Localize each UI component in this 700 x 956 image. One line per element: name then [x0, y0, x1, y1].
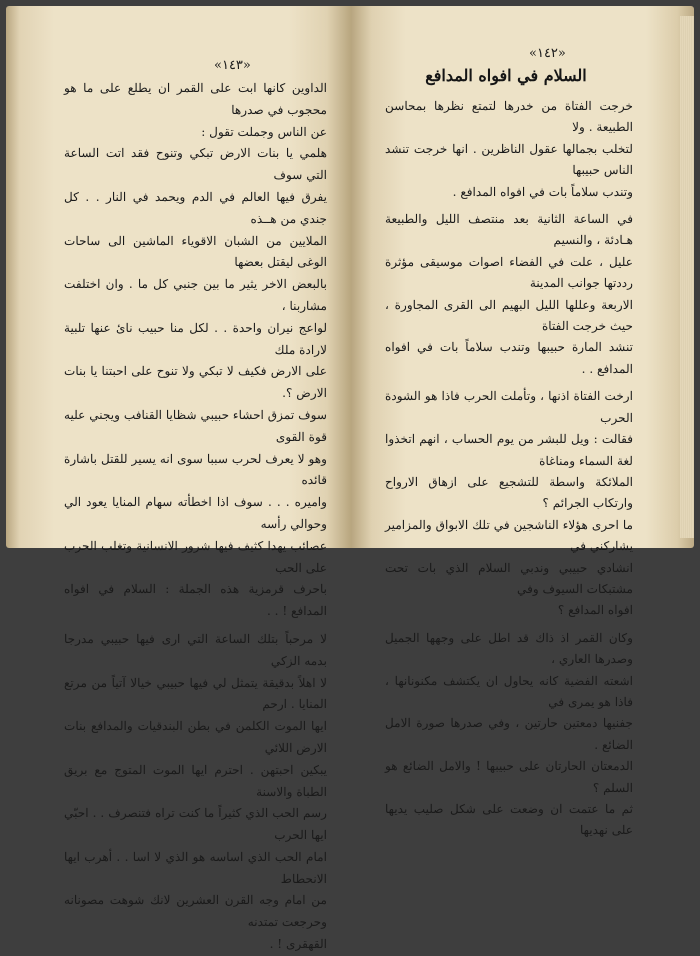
text-line: الملايين من الشبان الاقوياء الماشين الى ساحات الوغى ليقتل بعضها — [64, 233, 327, 270]
text-line: لتخلب بجمالها عقول الناظرين . انها خرجت تنشد الناس حبيبها — [385, 141, 633, 178]
text-line: ثم ما عتمت ان وضعت على شكل صليب يديها على نهديها — [385, 802, 633, 838]
text-line: الدمعتان الحارتان على حبيبها ! والامل الضائع هو السلم ؟ — [385, 759, 633, 795]
text-line: فقالت : ويل للبشر من يوم الحساب ، انهم اتخذوا لغة السماء ومناغاة — [385, 432, 633, 468]
text-line: وهو لا يعرف لحرب سببا سوى انه يسير للقتل باشارة قائده — [64, 451, 327, 488]
text-line: انشادي حبيبي وندبي السلام الذي بات تحت مشتبكات السيوف وفي — [385, 560, 633, 596]
text-line: باحرف قرمزية هذه الجملة : السلام في افواه المدافع ! . . — [64, 582, 327, 619]
chapter-title: السلام في افواه المدافع — [425, 66, 587, 85]
text-line: لا اهلاً بدقيقة يتمثل لي فيها حبيبي خيالا آتياً من مرتع المنايا . ارحم — [64, 675, 327, 712]
text-line: يبكين احبتهن . احترم ايها الموت المتوج مع بريق الطباة والاسنة — [64, 762, 327, 799]
text-line: القهقرى ! . — [269, 937, 327, 952]
text-line: افواه المدافع ؟ — [557, 603, 633, 618]
text-line: ايها الموت الكلمن في بطن البندقيات والمدافع بنات الارض اللائي — [64, 719, 327, 755]
text-line: جفنيها دمعتين حارتين ، وفي صدرها صورة الامل الضائع . — [385, 716, 633, 752]
text-line: سوف تمزق احشاء حبيبي شظايا القنافب ويجني عليه قوة القوى — [64, 407, 327, 444]
text-line: عن الناس وجملت تقول : — [201, 124, 327, 139]
text-line: على الارض فكيف لا تبكي ولا تنوح على احبتنا يا بنات الارض ؟. — [64, 364, 327, 401]
text-line: هلمي يا بنات الارض تبكي وتنوح فقد اتت الساعة التي سوف — [64, 146, 327, 183]
text-line: الملائكة واسطة للتشجيع على ازهاق الارواح وارتكاب الجرائم ؟ — [385, 474, 633, 511]
left-page-body — [64, 78, 327, 956]
text-line: لواعج نيران واحدة . . لكل منا حبيب نائ عنها تلبية لارادة ملك — [64, 320, 327, 357]
text-line: واميره . . . سوف اذا اخطأته سهام المنايا يعود الي وحوالي رأسه — [64, 495, 327, 531]
right-page-number: «١٤٢» — [529, 46, 566, 61]
text-line: من امام وجه القرن العشرين لانك شوهت مصونانه وحرجعت تمتدنه — [64, 893, 327, 930]
text-line: وتندب سلاماً بات في افواه المدافع . — [452, 184, 633, 199]
text-line: يفرق فيها العالم في الدم ويحمد في النار . . كل جندي من هــذه — [64, 189, 327, 226]
page-edges — [680, 16, 694, 538]
right-page-body — [385, 96, 633, 842]
text-line: عصائب يهدا كثيف فيها شرور الانسانية وتغلب الحرب على الحب — [64, 538, 327, 575]
text-line: عليل ، علت في الفضاء اصوات موسيقى مؤثرة رددتها جوانب المدينة — [385, 254, 633, 291]
text-line: لا مرحباً بتلك الساعة التي ارى فيها حبيبي مدرجا بدمه الزكي — [64, 631, 327, 668]
left-page-number: «١٤٣» — [214, 58, 251, 73]
text-line: ارخت الفتاة اذنها ، وتأملت الحرب فاذا هو الشودة الحرب — [385, 389, 633, 425]
text-line: الاربعة وعللها الليل البهيم الى القرى المجاورة ، حيث خرجت الفتاة — [385, 297, 633, 334]
left-page — [6, 6, 351, 952]
right-page — [351, 6, 694, 838]
text-line: بالبعض الاخر يثير ما بين جنبي كل ما . وان اختلفت مشاربنا ، — [64, 277, 327, 313]
text-line: تنشد المارة حبيبها وتندب سلاماً بات في افواه المدافع . . — [385, 340, 633, 376]
text-line: وكان القمر اذ ذاك قد اطل على وجهها الجميل وصدرها العاري ، — [385, 630, 633, 667]
text-line: اشعته الفضية كانه يحاول ان يكتشف مكنونانها ، فاذا هو يمرى في — [385, 673, 633, 709]
open-book — [6, 6, 694, 952]
text-line: في الساعة الثانية بعد منتصف الليل والطبيعة هـادئة ، والنسيم — [385, 212, 633, 248]
text-line: خرجت الفتاة من خدرها لتمتع نظرها بمحاسن الطبيعة . ولا — [385, 99, 633, 135]
text-line: الداوين كانها ابت على القمر ان يطلع على ما هو محجوب في صدرها — [64, 81, 327, 117]
text-line: امام الحب الذي اساسه هو الذي لا اسا . . أهرب ايها الانحطاط — [64, 849, 327, 886]
text-line: ما احرى هؤلاء الناشجين في تلك الابواق والمزامير يشاركني في — [385, 517, 633, 554]
text-line: رسم الحب الذي كثيراً ما كنت تراه فتنصرف . . احبّي ايها الحرب — [64, 806, 327, 843]
